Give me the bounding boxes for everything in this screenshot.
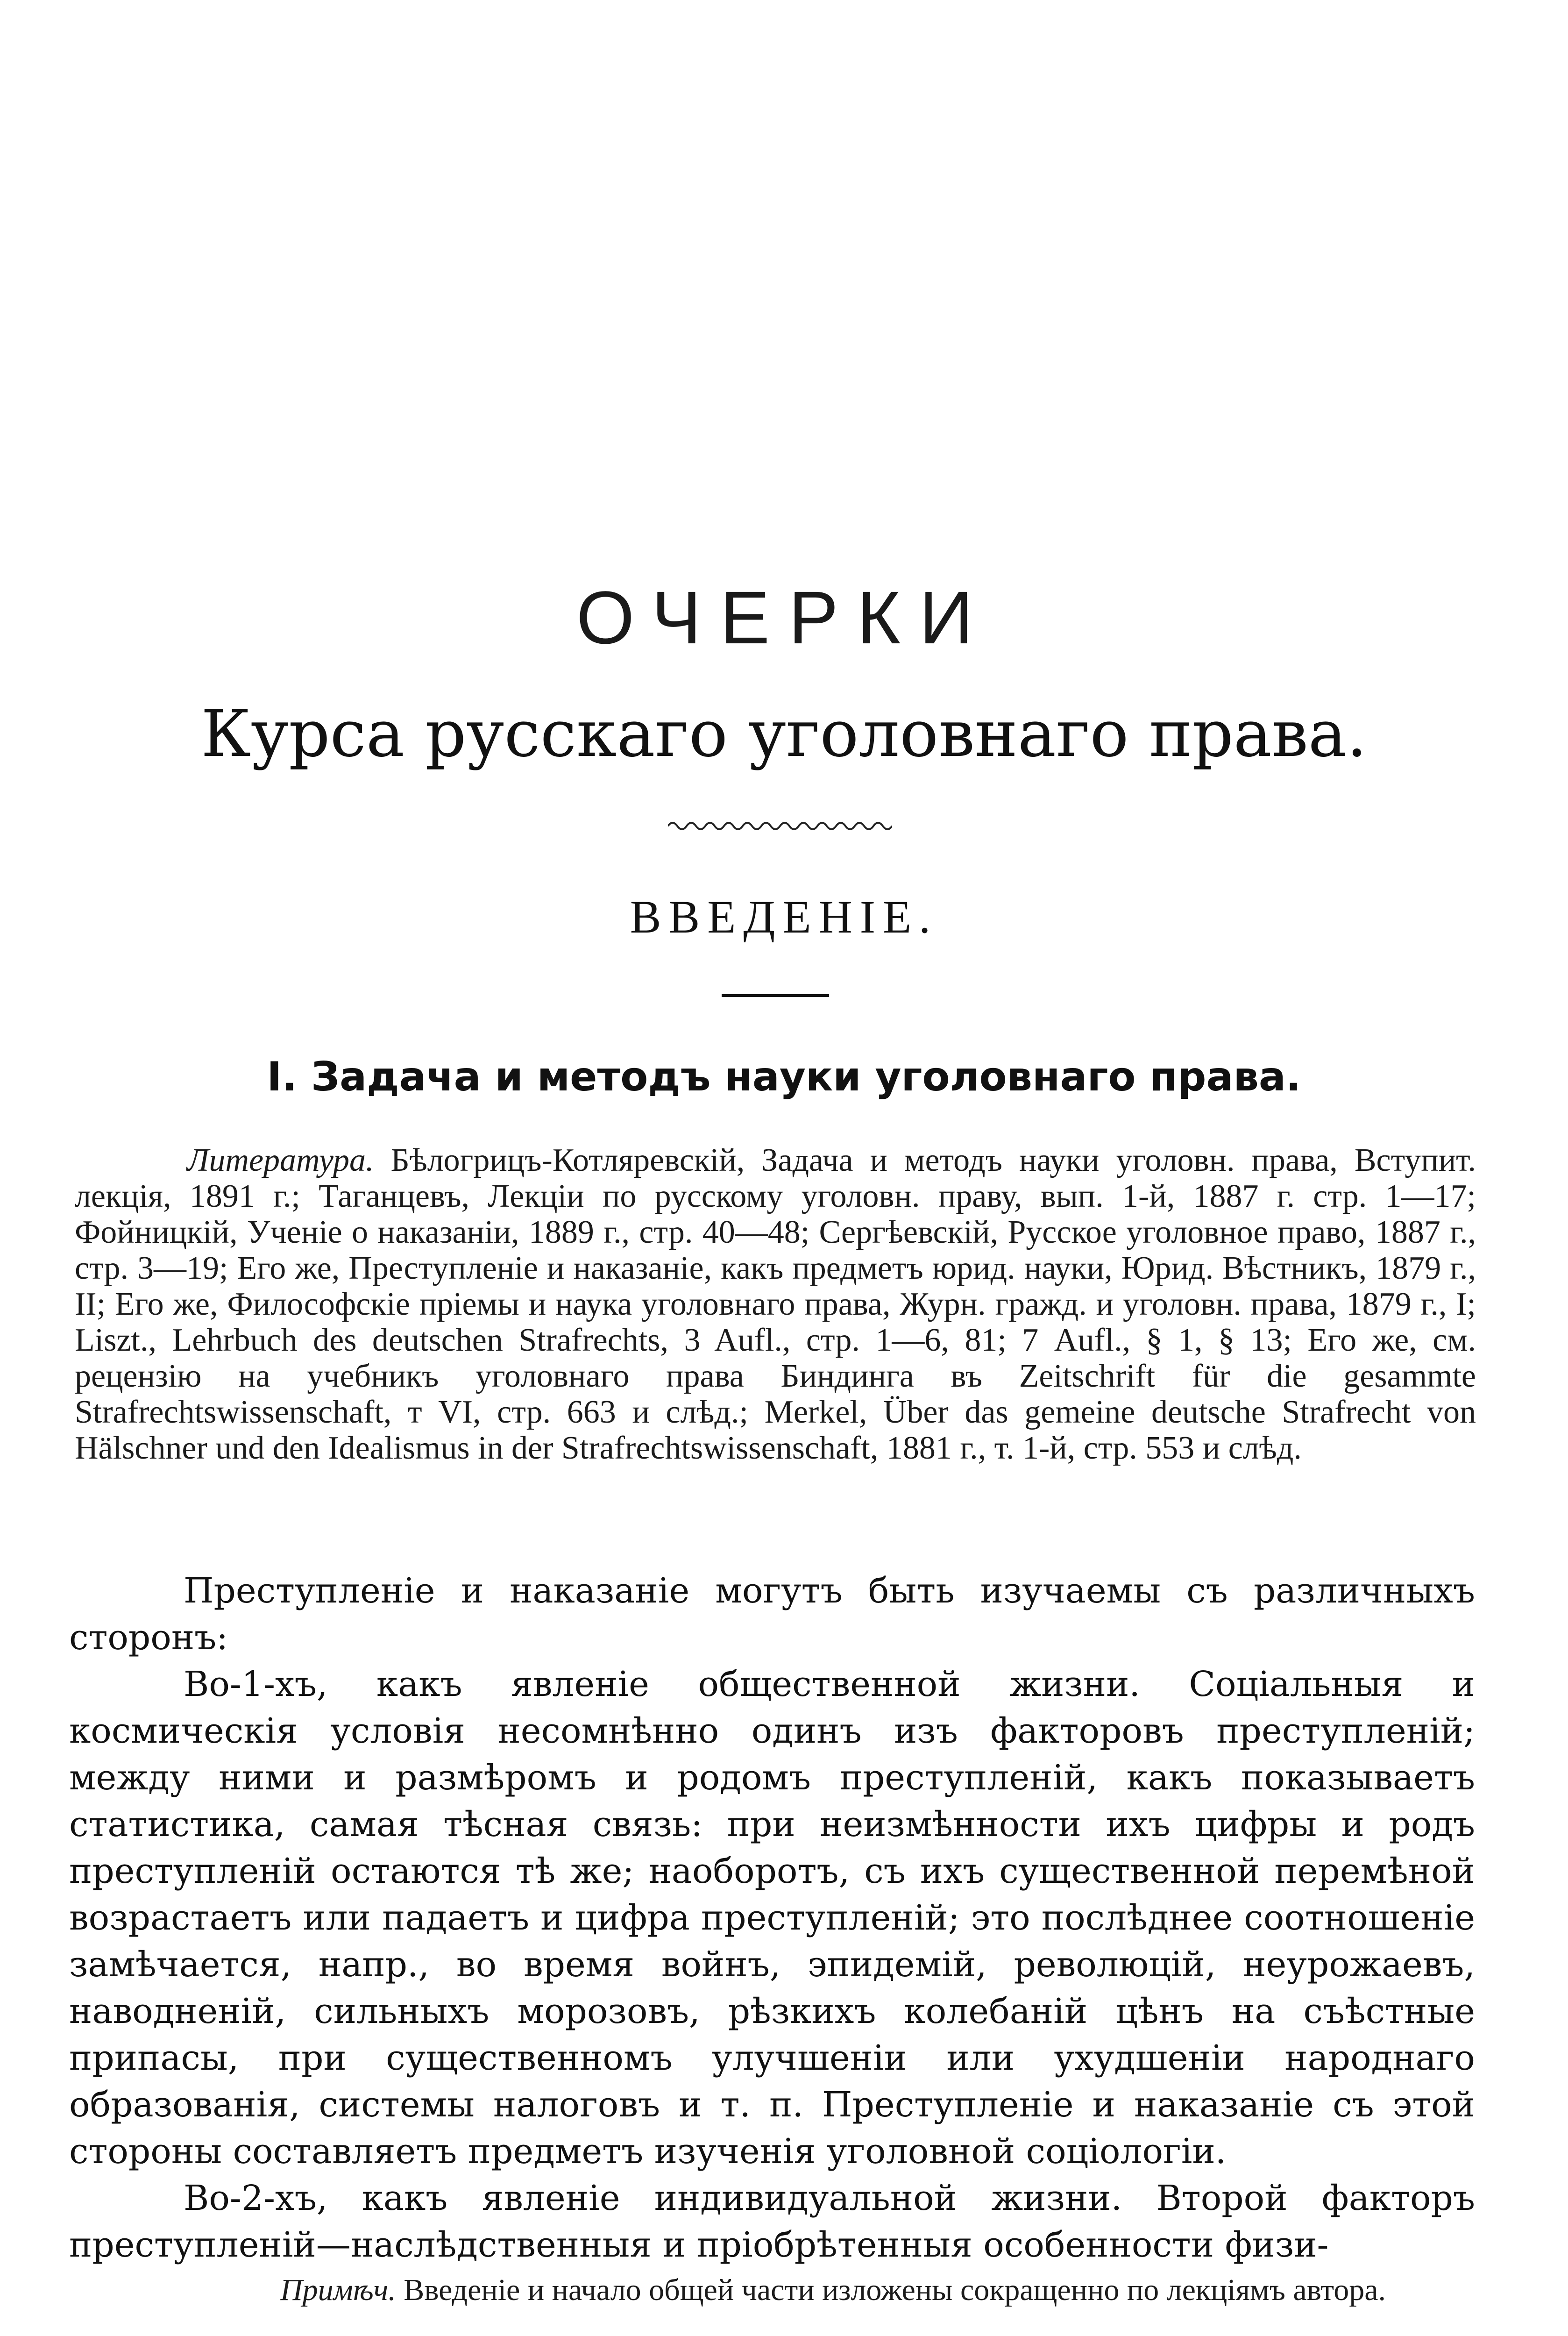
section-heading: ВВЕДЕНІЕ. xyxy=(630,891,938,943)
literature-label: Литература. xyxy=(187,1142,374,1178)
wavy-ornament-divider xyxy=(668,817,892,835)
literature-block xyxy=(75,1142,1476,1466)
book-subtitle: Курса русскаго уголовнаго права. xyxy=(201,696,1367,771)
heading-rule xyxy=(722,994,829,997)
footnote xyxy=(159,2271,1471,2310)
chapter-heading: I. Задача и методъ науки уголовнаго права. xyxy=(267,1054,1301,1100)
body-paragraph: Во-1-хъ, какъ явленіе общественной жизни. Соціальныя и космическія условія несомнѣнно одинъ изъ факторовъ преступленій; между ними и размѣромъ и родомъ преступленій, какъ показываетъ статистика, самая тѣсная связь: при неизмѣнности ихъ цифры и родъ преступленій остаются тѣ же; наоборотъ, съ ихъ существенной перемѣной возрастаетъ или падаетъ и цифра преступленій; это послѣднее соотношеніе замѣчается, напр., во время войнъ, эпидемій, революцій, неурожаевъ, наводненій, сильныхъ морозовъ, рѣзкихъ колебаній цѣнъ на съѣстные припасы, при существенномъ улучшеніи или ухудшеніи народнаго образованія, системы налоговъ и т. п. Преступленіе и наказаніе съ этой стороны составляетъ предметъ изученія уголовной соціологіи. xyxy=(69,1664,1475,2172)
book-title: ОЧЕРКИ xyxy=(576,576,992,659)
body-text xyxy=(69,1567,1475,2268)
body-paragraph: Преступленіе и наказаніе могутъ быть изучаемы съ различныхъ сторонъ: xyxy=(69,1571,1475,1658)
body-paragraph: Во-2-хъ, какъ явленіе индивидуальной жизни. Второй факторъ преступленій—наслѣдственныя и пріобрѣтенныя особенности физи- xyxy=(69,2178,1475,2265)
footnote-text: Введеніе и начало общей части изложены сокращенно по лекціямъ автора. xyxy=(404,2273,1386,2307)
literature-text: Бѣлогрицъ-Котляревскій, Задача и методъ науки уголовн. права, Вступит. лекція, 1891 г.; Таганцевъ, Лекціи по русскому уголовн. праву, вып. 1-й, 1887 г. стр. 1—17; Фойницкій, Ученіе о наказаніи, 1889 г., стр. 40—48; Сергѣевскій, Русское уголовное право, 1887 г., стр. 3—19; Его же, Преступленіе и наказаніе, какъ предметъ юрид. науки, Юрид. Вѣстникъ, 1879 г., II; Его же, Философскіе пріемы и наука уголовнаго права, Журн. гражд. и уголовн. права, 1879 г., I; Liszt., Lehrbuch des deutschen Strafrechts, 3 Aufl., стр. 1—6, 81; 7 Aufl., § 1, § 13; Его же, см. рецензію на учебникъ уголовнаго права Биндинга въ Zeitschrift für die gesammte Strafrechtswissenschaft, т VI, стр. 663 и слѣд.; Merkel, Über das gemeine deutsche Strafrecht von Hälschner und den Idealismus in der Strafrechtswissenschaft, 1881 г., т. 1-й, стр. 553 и слѣд. xyxy=(75,1142,1476,1466)
footnote-label: Примѣч. xyxy=(280,2273,396,2307)
